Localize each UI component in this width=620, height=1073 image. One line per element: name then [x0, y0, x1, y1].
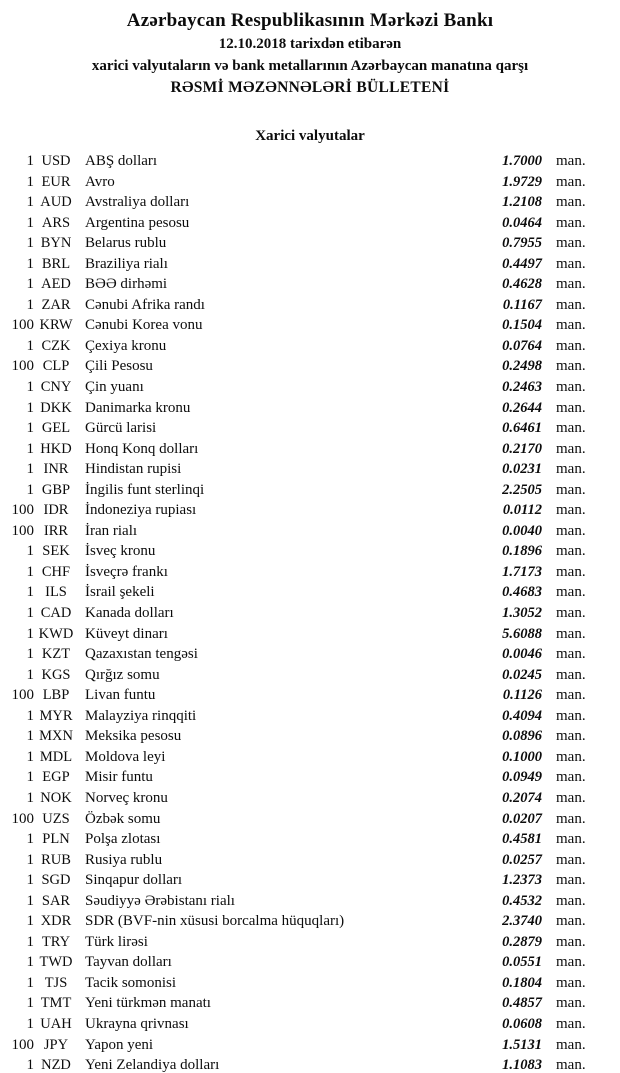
unit-label: man. [556, 789, 586, 806]
unit-label: man. [556, 831, 586, 848]
currency-code: AED [41, 276, 71, 293]
rate-value: 0.4094 [502, 707, 542, 724]
rate-value: 0.2074 [502, 789, 542, 806]
quantity: 1 [26, 995, 34, 1012]
rate-row-MYR [0, 706, 600, 727]
currency-code: KZT [41, 646, 71, 663]
quantity: 1 [26, 379, 34, 396]
unit-label: man. [556, 625, 586, 642]
rate-row-SAR [0, 891, 600, 912]
currency-name: Braziliya rialı [85, 255, 168, 272]
unit-label: man. [556, 1057, 586, 1073]
quantity: 1 [26, 481, 34, 498]
rate-value: 0.1504 [502, 317, 542, 334]
rate-row-KWD [0, 624, 600, 645]
currency-name: Avro [85, 173, 115, 190]
quantity: 1 [26, 933, 34, 950]
quantity: 1 [26, 337, 34, 354]
quantity: 100 [11, 317, 34, 334]
currency-code: UAH [40, 1015, 72, 1032]
rate-row-GBP [0, 480, 600, 501]
currency-code: TJS [44, 974, 68, 991]
rate-row-BYN [0, 233, 600, 254]
quantity: 1 [26, 235, 34, 252]
rate-value: 2.2505 [502, 481, 542, 498]
rate-value: 0.0257 [502, 851, 542, 868]
currency-code: ZAR [41, 296, 71, 313]
quantity: 1 [26, 276, 34, 293]
rate-value: 0.2170 [502, 440, 542, 457]
rate-value: 1.3052 [502, 605, 542, 622]
currency-code: CLP [42, 358, 70, 375]
currency-name: Cənubi Afrika randı [85, 296, 205, 313]
rate-value: 0.7955 [502, 235, 542, 252]
unit-label: man. [556, 214, 586, 231]
unit-label: man. [556, 687, 586, 704]
quantity: 1 [26, 913, 34, 930]
currency-code: AUD [40, 194, 72, 211]
quantity: 1 [26, 584, 34, 601]
unit-label: man. [556, 173, 586, 190]
rate-row-TRY [0, 932, 600, 953]
quantity: 1 [26, 954, 34, 971]
currency-name: Danimarka kronu [85, 399, 191, 416]
rate-row-AED [0, 274, 600, 295]
unit-label: man. [556, 851, 586, 868]
currency-name: Səudiyyə Ərəbistanı rialı [85, 892, 235, 909]
unit-label: man. [556, 502, 586, 519]
currency-name: Qazaxıstan tengəsi [85, 646, 198, 663]
rate-row-TMT [0, 993, 600, 1014]
rate-row-SGD [0, 870, 600, 891]
unit-label: man. [556, 399, 586, 416]
rate-value: 0.0608 [502, 1015, 542, 1032]
currency-code: SEK [42, 543, 70, 560]
currency-name: İsveç kronu [85, 543, 156, 560]
quantity: 1 [26, 1057, 34, 1073]
rate-value: 0.4683 [502, 584, 542, 601]
unit-label: man. [556, 194, 586, 211]
currency-code: MYR [39, 707, 73, 724]
quantity: 100 [11, 358, 34, 375]
rate-row-KRW [0, 315, 600, 336]
currency-name: SDR (BVF-nin xüsusi borcalma hüquqları) [85, 913, 345, 930]
currency-name: BƏƏ dirhəmi [85, 276, 168, 293]
currency-code: XDR [40, 913, 72, 930]
currency-name: Yeni türkmən manatı [85, 995, 211, 1012]
quantity: 1 [26, 399, 34, 416]
rate-row-PLN [0, 829, 600, 850]
currency-code: TWD [39, 954, 73, 971]
currency-name: Gürcü larisi [85, 420, 157, 437]
currency-code: RUB [41, 851, 71, 868]
rate-value: 0.1896 [502, 543, 542, 560]
currency-name: Tacik somonisi [85, 974, 177, 991]
rate-row-EGP [0, 767, 600, 788]
currency-code: TMT [40, 995, 72, 1012]
unit-label: man. [556, 605, 586, 622]
unit-label: man. [556, 481, 586, 498]
quantity: 1 [26, 892, 34, 909]
unit-label: man. [556, 666, 586, 683]
rate-row-HKD [0, 439, 600, 460]
unit-label: man. [556, 358, 586, 375]
quantity: 1 [26, 872, 34, 889]
unit-label: man. [556, 255, 586, 272]
rate-row-CZK [0, 336, 600, 357]
rate-value: 1.7173 [502, 563, 542, 580]
rate-row-TWD [0, 952, 600, 973]
rate-value: 0.0949 [502, 769, 542, 786]
unit-label: man. [556, 707, 586, 724]
currency-name: Malayziya rinqqiti [85, 707, 197, 724]
quantity: 100 [11, 502, 34, 519]
currency-code: NZD [41, 1057, 71, 1073]
unit-label: man. [556, 522, 586, 539]
currency-name: Çexiya kronu [85, 337, 167, 354]
quantity: 1 [26, 625, 34, 642]
rate-row-AUD [0, 192, 600, 213]
rate-value: 1.1083 [502, 1057, 542, 1073]
quantity: 1 [26, 831, 34, 848]
section-title-foreign-currencies: Xarici valyutalar [255, 128, 365, 144]
quantity: 1 [26, 1015, 34, 1032]
rate-row-XDR [0, 911, 600, 932]
currency-code: IRR [43, 522, 69, 539]
currency-code: MDL [39, 748, 73, 765]
rate-value: 1.2108 [502, 194, 542, 211]
rate-row-JPY [0, 1035, 600, 1056]
currency-name: Türk lirəsi [85, 933, 148, 950]
quantity: 1 [26, 748, 34, 765]
unit-label: man. [556, 810, 586, 827]
unit-label: man. [556, 153, 586, 169]
quantity: 1 [26, 296, 34, 313]
rate-row-KGS [0, 665, 600, 686]
quantity: 1 [26, 728, 34, 745]
currency-name: Qırğız somu [85, 666, 160, 683]
quantity: 100 [11, 687, 34, 704]
currency-code: CAD [40, 605, 72, 622]
rate-row-UZS [0, 809, 600, 830]
rate-value: 0.1804 [502, 974, 542, 991]
rate-row-NZD [0, 1055, 600, 1073]
currency-code: KWD [38, 625, 74, 642]
unit-label: man. [556, 584, 586, 601]
bank-name-title: Azərbaycan Respublikasının Mərkəzi Bankı [126, 10, 494, 31]
currency-code: TRY [41, 933, 71, 950]
rate-row-CAD [0, 603, 600, 624]
currency-code: GEL [41, 420, 71, 437]
rate-value: 0.0112 [502, 502, 542, 519]
rate-row-KZT [0, 644, 600, 665]
currency-name: Moldova leyi [85, 748, 166, 765]
rate-value: 0.2879 [502, 933, 542, 950]
unit-label: man. [556, 563, 586, 580]
unit-label: man. [556, 974, 586, 991]
currency-code: CZK [41, 337, 71, 354]
unit-label: man. [556, 296, 586, 313]
rate-row-USD [0, 151, 600, 172]
rate-value: 0.0245 [502, 666, 542, 683]
rate-row-CHF [0, 562, 600, 583]
rate-value: 0.2644 [502, 399, 542, 416]
rate-row-TJS [0, 973, 600, 994]
currency-name: Honq Konq dolları [85, 440, 199, 457]
rate-value: 0.4497 [502, 255, 542, 272]
unit-label: man. [556, 769, 586, 786]
currency-name: Tayvan dolları [85, 954, 172, 971]
unit-label: man. [556, 646, 586, 663]
unit-label: man. [556, 440, 586, 457]
rate-value: 0.4857 [502, 995, 542, 1012]
currency-name: Çili Pesosu [85, 358, 153, 375]
currency-name: İsveçrə frankı [85, 563, 168, 580]
quantity: 1 [26, 173, 34, 190]
exchange-rates-table [0, 151, 620, 1073]
currency-code: ILS [45, 584, 67, 601]
unit-label: man. [556, 892, 586, 909]
currency-name: İran rialı [85, 522, 138, 539]
currency-code: IDR [43, 502, 69, 519]
rate-row-ARS [0, 213, 600, 234]
currency-name: Argentina pesosu [85, 214, 190, 231]
bulletin-title: RƏSMİ MƏZƏNNƏLƏRİ BÜLLETENİ [170, 79, 450, 96]
unit-label: man. [556, 995, 586, 1012]
rate-row-CLP [0, 356, 600, 377]
currency-code: ARS [41, 214, 71, 231]
quantity: 1 [26, 420, 34, 437]
rate-row-RUB [0, 850, 600, 871]
quantity: 100 [11, 810, 34, 827]
currency-code: LBP [42, 687, 70, 704]
currency-code: BYN [40, 235, 72, 252]
currency-name: Rusiya rublu [85, 851, 163, 868]
rate-value: 0.6461 [502, 420, 542, 437]
currency-code: INR [43, 461, 69, 478]
rate-value: 0.1167 [502, 296, 542, 313]
quantity: 1 [26, 194, 34, 211]
rate-row-ILS [0, 582, 600, 603]
quantity: 1 [26, 707, 34, 724]
currency-code: USD [41, 153, 71, 169]
quantity: 1 [26, 605, 34, 622]
quantity: 1 [26, 543, 34, 560]
currency-code: CNY [40, 379, 72, 396]
rate-value: 0.4532 [502, 892, 542, 909]
rate-row-INR [0, 459, 600, 480]
currency-code: MXN [39, 728, 73, 745]
currency-code: HKD [40, 440, 72, 457]
currency-name: Polşa zlotası [85, 831, 161, 848]
rate-row-SEK [0, 541, 600, 562]
unit-label: man. [556, 317, 586, 334]
unit-label: man. [556, 337, 586, 354]
unit-label: man. [556, 420, 586, 437]
rate-value: 0.0764 [502, 337, 542, 354]
currency-name: Çin yuanı [85, 379, 144, 396]
currency-code: SAR [41, 892, 71, 909]
rate-value: 1.9729 [502, 173, 542, 190]
rate-value: 0.0551 [502, 954, 542, 971]
currency-code: SGD [41, 872, 71, 889]
quantity: 1 [26, 563, 34, 580]
rate-value: 1.2373 [502, 872, 542, 889]
currency-name: Yapon yeni [85, 1036, 154, 1053]
quantity: 1 [26, 769, 34, 786]
rate-row-ZAR [0, 295, 600, 316]
unit-label: man. [556, 933, 586, 950]
rate-value: 0.2498 [502, 358, 542, 375]
currency-name: İngilis funt sterlinqi [85, 481, 205, 498]
unit-label: man. [556, 235, 586, 252]
currency-name: Livan funtu [85, 687, 156, 704]
rate-value: 0.1000 [502, 748, 542, 765]
rate-value: 5.6088 [502, 625, 542, 642]
rate-value: 0.0207 [502, 810, 542, 827]
rate-row-IRR [0, 521, 600, 542]
unit-label: man. [556, 379, 586, 396]
rate-row-MXN [0, 726, 600, 747]
currency-name: Özbək somu [85, 810, 161, 827]
bulletin-subtitle: xarici valyutaların və bank metallarının Azərbaycan manatına qarşı [91, 58, 529, 74]
rate-row-MDL [0, 747, 600, 768]
document-header [0, 8, 620, 99]
currency-code: EUR [41, 173, 71, 190]
currency-name: Yeni Zelandiya dolları [85, 1057, 220, 1073]
currency-name: Avstraliya dolları [85, 194, 190, 211]
rate-value: 0.0896 [502, 728, 542, 745]
currency-code: KRW [39, 317, 73, 334]
quantity: 1 [26, 974, 34, 991]
unit-label: man. [556, 913, 586, 930]
currency-name: Misir funtu [85, 769, 153, 786]
unit-label: man. [556, 728, 586, 745]
unit-label: man. [556, 872, 586, 889]
quantity: 100 [11, 522, 34, 539]
unit-label: man. [556, 1015, 586, 1032]
rate-value: 2.3740 [502, 913, 542, 930]
currency-name: Cənubi Korea vonu [85, 317, 203, 334]
rate-row-CNY [0, 377, 600, 398]
unit-label: man. [556, 1036, 586, 1053]
currency-name: ABŞ dolları [85, 153, 158, 169]
quantity: 100 [11, 1036, 34, 1053]
currency-code: PLN [42, 831, 70, 848]
rate-value: 0.0231 [502, 461, 542, 478]
rate-row-LBP [0, 685, 600, 706]
rate-value: 0.0464 [502, 214, 542, 231]
rate-value: 0.4581 [502, 831, 542, 848]
rate-row-DKK [0, 398, 600, 419]
currency-name: Norveç kronu [85, 789, 168, 806]
rate-value: 0.1126 [502, 687, 542, 704]
currency-code: UZS [42, 810, 70, 827]
currency-name: Hindistan rupisi [85, 461, 182, 478]
rate-row-BRL [0, 254, 600, 275]
currency-code: KGS [41, 666, 71, 683]
quantity: 1 [26, 461, 34, 478]
currency-name: Ukrayna qrivnası [85, 1015, 189, 1032]
unit-label: man. [556, 543, 586, 560]
currency-name: İsrail şekeli [85, 584, 155, 601]
rate-row-IDR [0, 500, 600, 521]
unit-label: man. [556, 461, 586, 478]
unit-label: man. [556, 276, 586, 293]
currency-name: İndoneziya rupiası [85, 502, 197, 519]
effective-date-line: 12.10.2018 tarixdən etibarən [218, 36, 402, 52]
unit-label: man. [556, 748, 586, 765]
quantity: 1 [26, 255, 34, 272]
currency-name: Küveyt dinarı [85, 625, 168, 642]
rate-value: 0.4628 [502, 276, 542, 293]
rate-row-UAH [0, 1014, 600, 1035]
rate-row-NOK [0, 788, 600, 809]
quantity: 1 [26, 789, 34, 806]
currency-code: EGP [42, 769, 70, 786]
unit-label: man. [556, 954, 586, 971]
quantity: 1 [26, 666, 34, 683]
currency-name: Meksika pesosu [85, 728, 182, 745]
quantity: 1 [26, 153, 34, 169]
currency-code: BRL [41, 255, 71, 272]
quantity: 1 [26, 214, 34, 231]
quantity: 1 [26, 440, 34, 457]
rate-value: 1.5131 [502, 1036, 542, 1053]
rate-value: 1.7000 [502, 153, 542, 169]
currency-code: DKK [40, 399, 72, 416]
rate-value: 0.0040 [502, 522, 542, 539]
rate-value: 0.0046 [502, 646, 542, 663]
rate-row-GEL [0, 418, 600, 439]
currency-name: Sinqapur dolları [85, 872, 183, 889]
currency-code: CHF [41, 563, 71, 580]
currency-name: Kanada dolları [85, 605, 174, 622]
currency-name: Belarus rublu [85, 235, 167, 252]
rate-value: 0.2463 [502, 379, 542, 396]
currency-code: GBP [41, 481, 71, 498]
currency-code: JPY [43, 1036, 69, 1053]
quantity: 1 [26, 851, 34, 868]
rate-row-EUR [0, 172, 600, 193]
quantity: 1 [26, 646, 34, 663]
currency-code: NOK [40, 789, 72, 806]
